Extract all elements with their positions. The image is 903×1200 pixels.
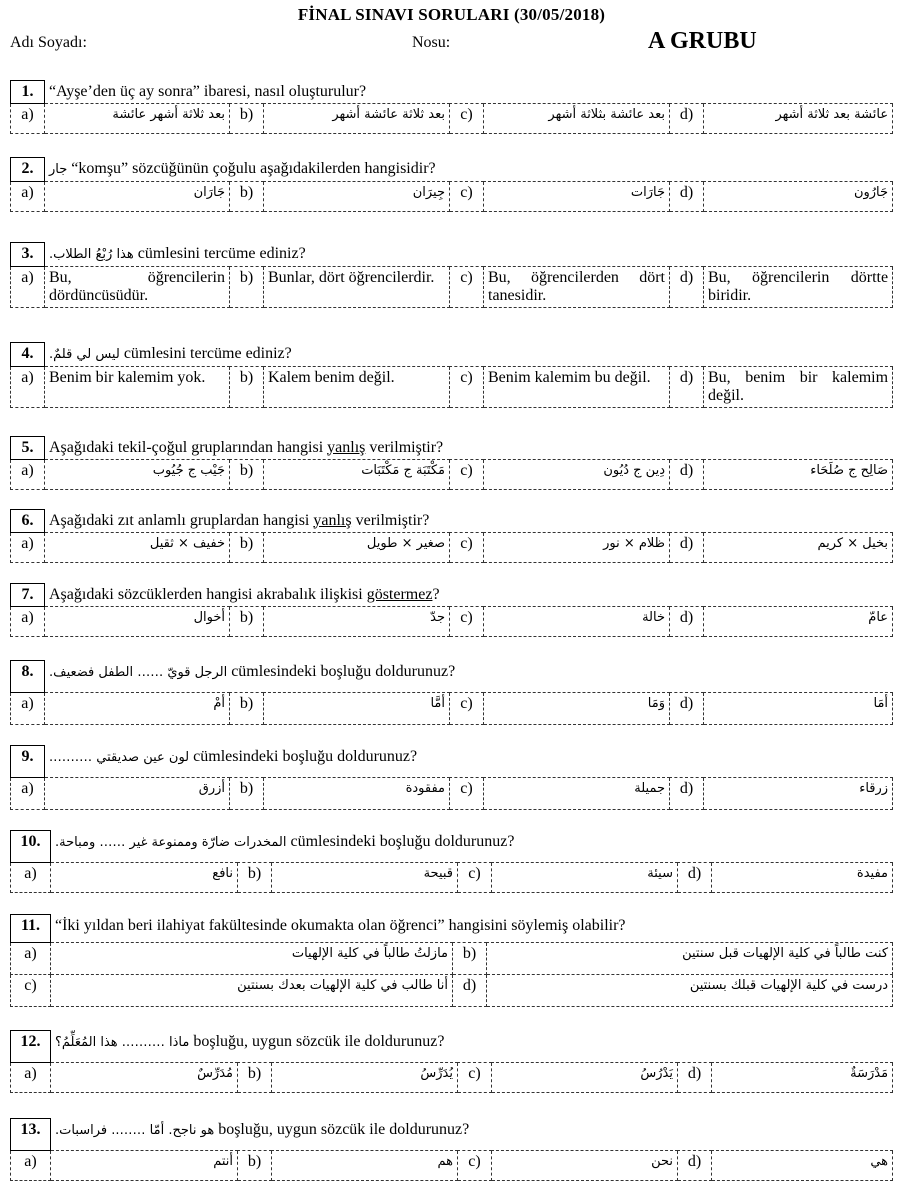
option-d-label: d) [678, 1063, 712, 1093]
option-c-label: c) [450, 607, 484, 637]
option-a-label: a) [11, 533, 45, 563]
question-stem: “komşu” sözcüğünün çoğulu aşağıdakilerden hangisidir? [71, 159, 436, 177]
question-5 [10, 436, 893, 490]
option-d[interactable]: هي [712, 1151, 893, 1181]
option-a[interactable]: خفيف × ثقيل [45, 533, 230, 563]
option-a-label: a) [11, 943, 51, 975]
option-d[interactable]: بخيل × كريم [704, 533, 893, 563]
option-b[interactable]: جِيرَان [264, 181, 450, 211]
option-a-label: a) [11, 1063, 51, 1093]
question-arabic: هو ناجح. أمّا …….. فراسبات. [55, 1122, 215, 1138]
question-stem: cümlesindeki boşluğu doldurunuz? [290, 832, 515, 850]
question-10 [10, 830, 893, 893]
option-a-label: a) [11, 104, 45, 134]
option-b[interactable]: يُدَرِّسُ [272, 1063, 458, 1093]
question-stem-emphasis: yanlış [327, 438, 366, 456]
option-c-label: c) [450, 533, 484, 563]
option-b[interactable]: مَكْتَبَة ج مَكْتَبَات [264, 460, 450, 490]
option-c[interactable]: خالة [484, 607, 670, 637]
option-d-label: d) [670, 266, 704, 307]
option-d[interactable]: أمَا [704, 693, 893, 725]
option-d[interactable]: صَالِح ج صُلَحَاء [704, 460, 893, 490]
option-c-label: c) [450, 104, 484, 134]
question-stem: “İki yıldan beri ilahiyat fakültesinde okumakta olan öğrenci” hangisini söylemiş olabilir? [55, 916, 626, 934]
option-d-label: d) [670, 460, 704, 490]
option-a[interactable]: مازلتُ طالباً في كلية الإلهيات [51, 943, 453, 975]
question-stem: cümlesindeki boşluğu doldurunuz? [193, 747, 418, 765]
option-c-label: c) [458, 1063, 492, 1093]
question-3 [10, 242, 893, 308]
option-a-label: a) [11, 460, 45, 490]
option-c-label: c) [458, 1151, 492, 1181]
option-c[interactable]: Bu, öğrencilerden dört tanesidir. [484, 266, 670, 307]
question-number: 3. [11, 243, 45, 267]
option-d-label: d) [670, 778, 704, 810]
option-d-label: d) [670, 181, 704, 211]
option-b-label: b) [238, 1151, 272, 1181]
option-a-label: a) [11, 366, 45, 407]
option-b-label: b) [230, 181, 264, 211]
question-arabic: جار [49, 161, 68, 177]
option-d[interactable]: مَدْرَسَةٌ [712, 1063, 893, 1093]
option-d-label: d) [670, 607, 704, 637]
option-d-label: d) [670, 693, 704, 725]
option-c-label: c) [450, 266, 484, 307]
question-4 [10, 342, 893, 408]
option-a[interactable]: بعد ثلاثة أشهر عائشة [45, 104, 230, 134]
option-a-label: a) [11, 181, 45, 211]
option-d-label: d) [678, 1151, 712, 1181]
option-d[interactable]: زرقاء [704, 778, 893, 810]
option-a-label: a) [11, 266, 45, 307]
option-a[interactable]: مُدَرِّسٌ [51, 1063, 238, 1093]
option-c[interactable]: بعد عائشة بثلاثة أشهر [484, 104, 670, 134]
option-b[interactable]: مفقودة [264, 778, 450, 810]
option-a-label: a) [11, 863, 51, 893]
question-stem: Aşağıdaki zıt anlamlı gruplardan hangisi [49, 511, 314, 529]
question-number: 9. [11, 746, 45, 778]
question-number: 7. [11, 584, 45, 607]
option-a[interactable]: Benim bir kalemim yok. [45, 366, 230, 407]
question-number: 6. [11, 510, 45, 533]
question-stem-end: verilmiştir? [351, 511, 430, 529]
question-stem: cümlesini tercüme ediniz? [123, 344, 292, 362]
question-number: 4. [11, 343, 45, 367]
question-stem: boşluğu, uygun sözcük ile doldurunuz? [193, 1032, 445, 1050]
option-a[interactable]: Bu, öğrencilerin dördüncüsüdür. [45, 266, 230, 307]
option-a-label: a) [11, 778, 45, 810]
option-b-label: b) [230, 607, 264, 637]
question-arabic: المخدرات ضارّة وممنوعة غير …… ومباحة. [55, 834, 287, 850]
question-7 [10, 583, 893, 637]
option-d-label: d) [678, 863, 712, 893]
option-c-label: c) [450, 778, 484, 810]
option-c[interactable]: سيئة [492, 863, 678, 893]
question-arabic: الرجل قويّ …… الطفل فضعيف. [49, 664, 228, 680]
question-number: 11. [11, 915, 51, 943]
option-a[interactable]: أزرق [45, 778, 230, 810]
question-number: 10. [11, 831, 51, 863]
option-b[interactable]: بعد ثلاثة عائشة أشهر [264, 104, 450, 134]
option-b[interactable]: صغير × طويل [264, 533, 450, 563]
option-b[interactable]: قبيحة [272, 863, 458, 893]
option-c[interactable]: يَدْرُسُ [492, 1063, 678, 1093]
option-b-label: b) [230, 366, 264, 407]
option-c-label: c) [11, 975, 51, 1007]
question-13 [10, 1118, 893, 1181]
option-b-label: b) [230, 266, 264, 307]
option-a[interactable]: أخوال [45, 607, 230, 637]
option-a-label: a) [11, 1151, 51, 1181]
question-stem: boşluğu, uygun sözcük ile doldurunuz? [218, 1120, 470, 1138]
option-b-label: b) [230, 693, 264, 725]
option-a[interactable]: أنتم [51, 1151, 238, 1181]
exam-title: FİNAL SINAVI SORULARI (30/05/2018) [297, 5, 606, 24]
option-d-label: d) [670, 366, 704, 407]
option-d-label: d) [670, 104, 704, 134]
option-a[interactable]: نافع [51, 863, 238, 893]
question-stem: Aşağıdaki tekil-çoğul gruplarından hangisi [49, 438, 328, 456]
option-b[interactable]: Kalem benim değil. [264, 366, 450, 407]
question-number: 2. [11, 158, 45, 182]
question-6 [10, 509, 893, 563]
option-a-label: a) [11, 693, 45, 725]
question-8 [10, 660, 893, 725]
option-d[interactable]: مفيدة [712, 863, 893, 893]
question-arabic: لون عين صديقتي ………. [49, 749, 190, 765]
question-9 [10, 745, 893, 810]
option-d-label: d) [670, 533, 704, 563]
option-c[interactable]: Benim kalemim bu değil. [484, 366, 670, 407]
question-stem: Aşağıdaki sözcüklerden hangisi akrabalık ilişkisi [49, 585, 367, 603]
option-b-label: b) [453, 943, 487, 975]
option-d[interactable]: Bu, benim bir kalemim değil. [704, 366, 893, 407]
option-c-label: c) [450, 366, 484, 407]
option-b-label: b) [238, 1063, 272, 1093]
option-b-label: b) [230, 533, 264, 563]
option-b-label: b) [230, 460, 264, 490]
option-c-label: c) [450, 693, 484, 725]
option-a[interactable]: جَارَان [45, 181, 230, 211]
question-number: 12. [11, 1031, 51, 1063]
option-d[interactable]: عائشة بعد ثلاثة أشهر [704, 104, 893, 134]
group-label: A GRUBU [648, 28, 757, 54]
question-1 [10, 80, 893, 134]
option-d[interactable]: عامّ [704, 607, 893, 637]
option-b[interactable]: كنت طالباً في كلية الإلهيات قبل سنتين [487, 943, 893, 975]
option-b[interactable]: Bunlar, dört öğrencilerdir. [264, 266, 450, 307]
option-b-label: b) [238, 863, 272, 893]
option-b[interactable]: أمَّا [264, 693, 450, 725]
name-label: Adı Soyadı: [10, 34, 87, 51]
option-c-label: c) [450, 181, 484, 211]
question-12 [10, 1030, 893, 1093]
option-c[interactable]: دِين ج دُيُون [484, 460, 670, 490]
question-arabic: ماذا ………. هذا المُعَلِّمُ؟ [55, 1034, 190, 1050]
option-a[interactable]: جَيْب ج جُيُوب [45, 460, 230, 490]
option-d[interactable]: درست في كلية الإلهيات قبلك بسنتين [487, 975, 893, 1007]
option-b-label: b) [230, 778, 264, 810]
option-b-label: b) [230, 104, 264, 134]
option-c[interactable]: نحن [492, 1151, 678, 1181]
option-d[interactable]: Bu, öğrencilerin dörtte biridir. [704, 266, 893, 307]
question-number: 13. [11, 1119, 51, 1151]
question-2 [10, 157, 893, 212]
question-stem: cümlesini tercüme ediniz? [137, 244, 306, 262]
option-d-label: d) [453, 975, 487, 1007]
option-c[interactable]: جَارَات [484, 181, 670, 211]
question-stem: cümlesindeki boşluğu doldurunuz? [231, 662, 456, 680]
question-stem: “Ayşe’den üç ay sonra” ibaresi, nasıl oluşturulur? [49, 82, 367, 100]
question-stem-emphasis: yanlış [313, 511, 352, 529]
question-arabic: ليس لي قلمٌ. [49, 346, 120, 362]
option-a[interactable]: أمْ [45, 693, 230, 725]
question-number: 8. [11, 661, 45, 693]
number-label: Nosu: [412, 34, 451, 51]
option-c-label: c) [458, 863, 492, 893]
option-c-label: c) [450, 460, 484, 490]
option-c[interactable]: وَمَا [484, 693, 670, 725]
question-stem-end: ? [432, 585, 440, 603]
question-11 [10, 914, 893, 1007]
question-number: 5. [11, 437, 45, 460]
option-b[interactable]: جدّ [264, 607, 450, 637]
option-d[interactable]: جَارُون [704, 181, 893, 211]
option-c[interactable]: أنا طالب في كلية الإلهيات بعدك بسنتين [51, 975, 453, 1007]
option-b[interactable]: هم [272, 1151, 458, 1181]
question-number: 1. [11, 81, 45, 104]
question-stem-emphasis: göstermez [366, 585, 433, 603]
question-arabic: هذا رُبْعُ الطلاب. [49, 246, 134, 262]
option-a-label: a) [11, 607, 45, 637]
option-c[interactable]: ظلام × نور [484, 533, 670, 563]
option-c[interactable]: جميلة [484, 778, 670, 810]
question-stem-end: verilmiştir? [365, 438, 444, 456]
